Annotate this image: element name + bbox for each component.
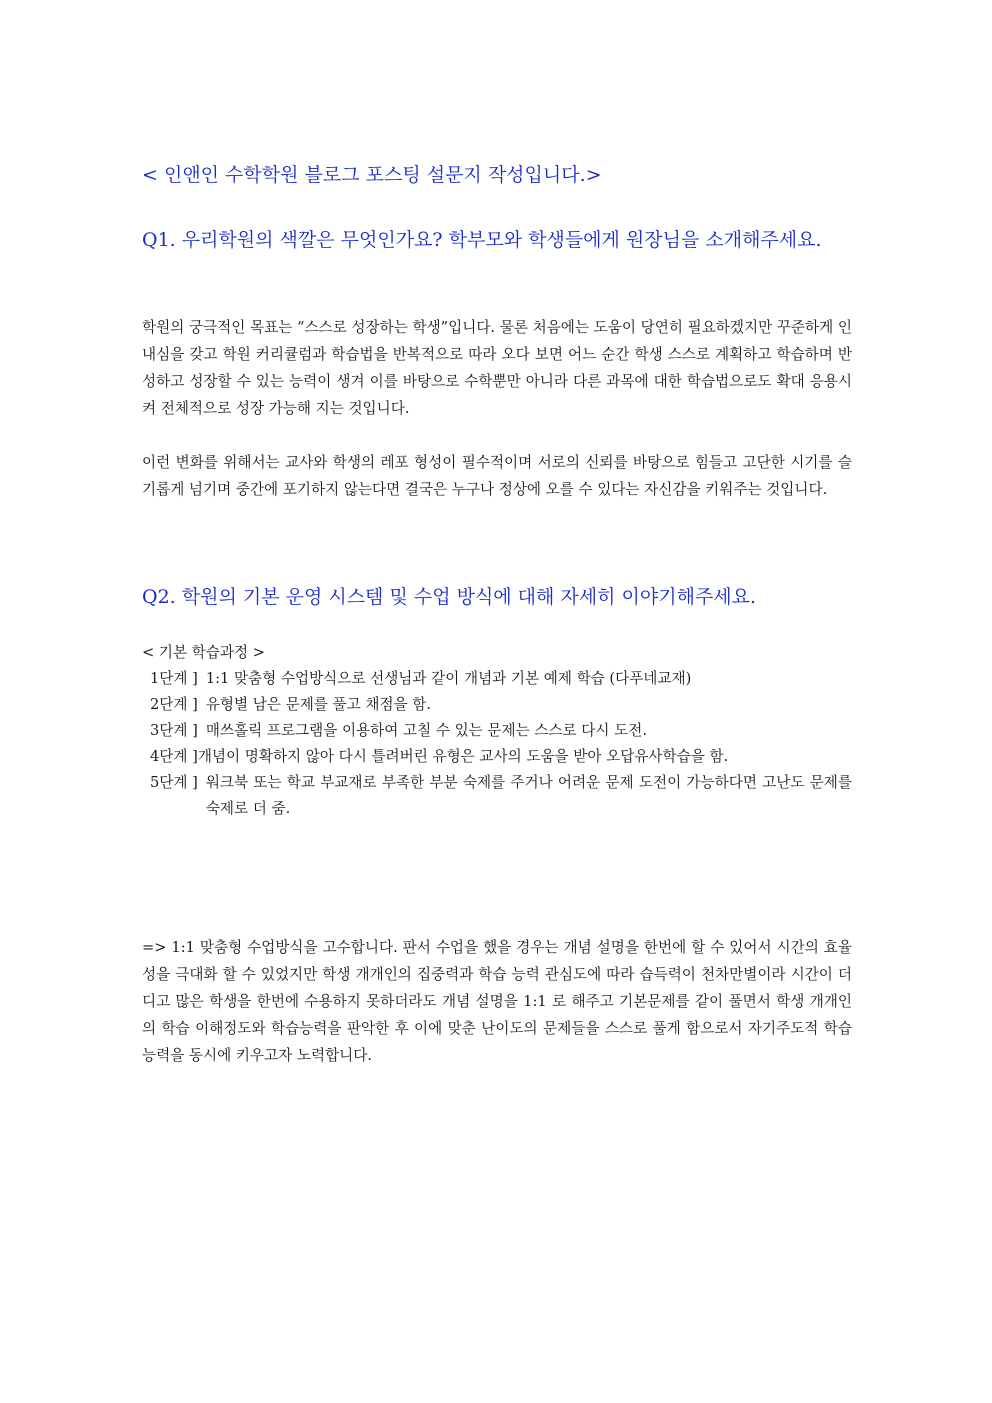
step-text: 매쓰홀릭 프로그램을 이용하여 고칠 수 있는 문제는 스스로 다시 도전. — [205, 722, 647, 739]
curriculum-step-1 — [142, 666, 852, 692]
step-text: 유형별 남은 문제를 풀고 채점을 함. — [205, 696, 432, 713]
question-2-heading: Q2. 학원의 기본 운영 시스템 및 수업 방식에 대해 자세히 이야기해주세요. — [142, 586, 757, 608]
step-label: 4단계 ] — [150, 748, 198, 765]
step-label: 1단계 ] — [150, 670, 198, 687]
curriculum-step-5 — [142, 770, 852, 822]
question-1-heading: Q1. 우리학원의 색깔은 무엇인가요? 학부모와 학생들에게 원장님을 소개해주세요. — [142, 229, 822, 251]
curriculum-step-4 — [142, 744, 852, 770]
document-page — [142, 0, 852, 1403]
curriculum-step-3 — [142, 718, 852, 744]
curriculum-block — [142, 640, 852, 822]
step-label: 3단계 ] — [150, 722, 198, 739]
step-text: 1:1 맞춤형 수업방식으로 선생님과 같이 개념과 기본 예제 학습 (다푸네교재) — [205, 670, 692, 687]
step-text: 개념이 명확하지 않아 다시 틀려버린 유형은 교사의 도움을 받아 오답유사학습을 함. — [197, 748, 729, 765]
curriculum-title: < 기본 학습과정 > — [142, 644, 265, 661]
curriculum-step-2 — [142, 692, 852, 718]
step-label: 2단계 ] — [150, 696, 198, 713]
step-text: 워크북 또는 학교 부교재로 부족한 부분 숙제를 주거나 어려운 문제 도전이 가능하다면 고난도 문제를 숙제로 더 줌. — [205, 774, 852, 817]
document-title: < 인앤인 수학학원 블로그 포스팅 설문지 작성입니다.> — [142, 164, 602, 186]
step-label: 5단계 ] — [150, 774, 198, 791]
answer-2-paragraph: => 1:1 맞춤형 수업방식을 고수합니다. 판서 수업을 했을 경우는 개념 설명을 한번에 할 수 있어서 시간의 효율성을 극대화 할 수 있었지만 학생 개개인의 집중력과 학습 능력 관심도에 따라 습득력이 천차만별이라 시간이 더디고 많은 학생을 한번에 수용하지 못하더라도 개념 설명을 1:1 로 해주고 기본문제를 같이 풀면서 학생 개개인의 학습 이해정도와 학습능력을 판악한 후 이에 맞춘 난이도의 문제들을 스스로 풀게 함으로서 자기주도적 학습능력을 동시에 키우고자 노력합니다. — [142, 939, 852, 1064]
answer-1-paragraph-1: 학원의 궁극적인 목표는 “스스로 성장하는 학생”입니다. 물론 처음에는 도움이 당연히 필요하겠지만 꾸준하게 인내심을 갖고 학원 커리큘럼과 학습법을 반복적으로 따라 오다 보면 어느 순간 학생 스스로 계획하고 학습하며 반성하고 성장할 수 있는 능력이 생겨 이를 바탕으로 수학뿐만 아니라 다른 과목에 대한 학습법으로도 확대 응용시켜 전체적으로 성장 가능해 지는 것입니다. — [142, 319, 852, 417]
answer-1-paragraph-2: 이런 변화를 위해서는 교사와 학생의 레포 형성이 필수적이며 서로의 신뢰를 바탕으로 힘들고 고단한 시기를 슬기롭게 넘기며 중간에 포기하지 않는다면 결국은 누구나 정상에 오를 수 있다는 자신감을 키워주는 것입니다. — [142, 454, 852, 498]
